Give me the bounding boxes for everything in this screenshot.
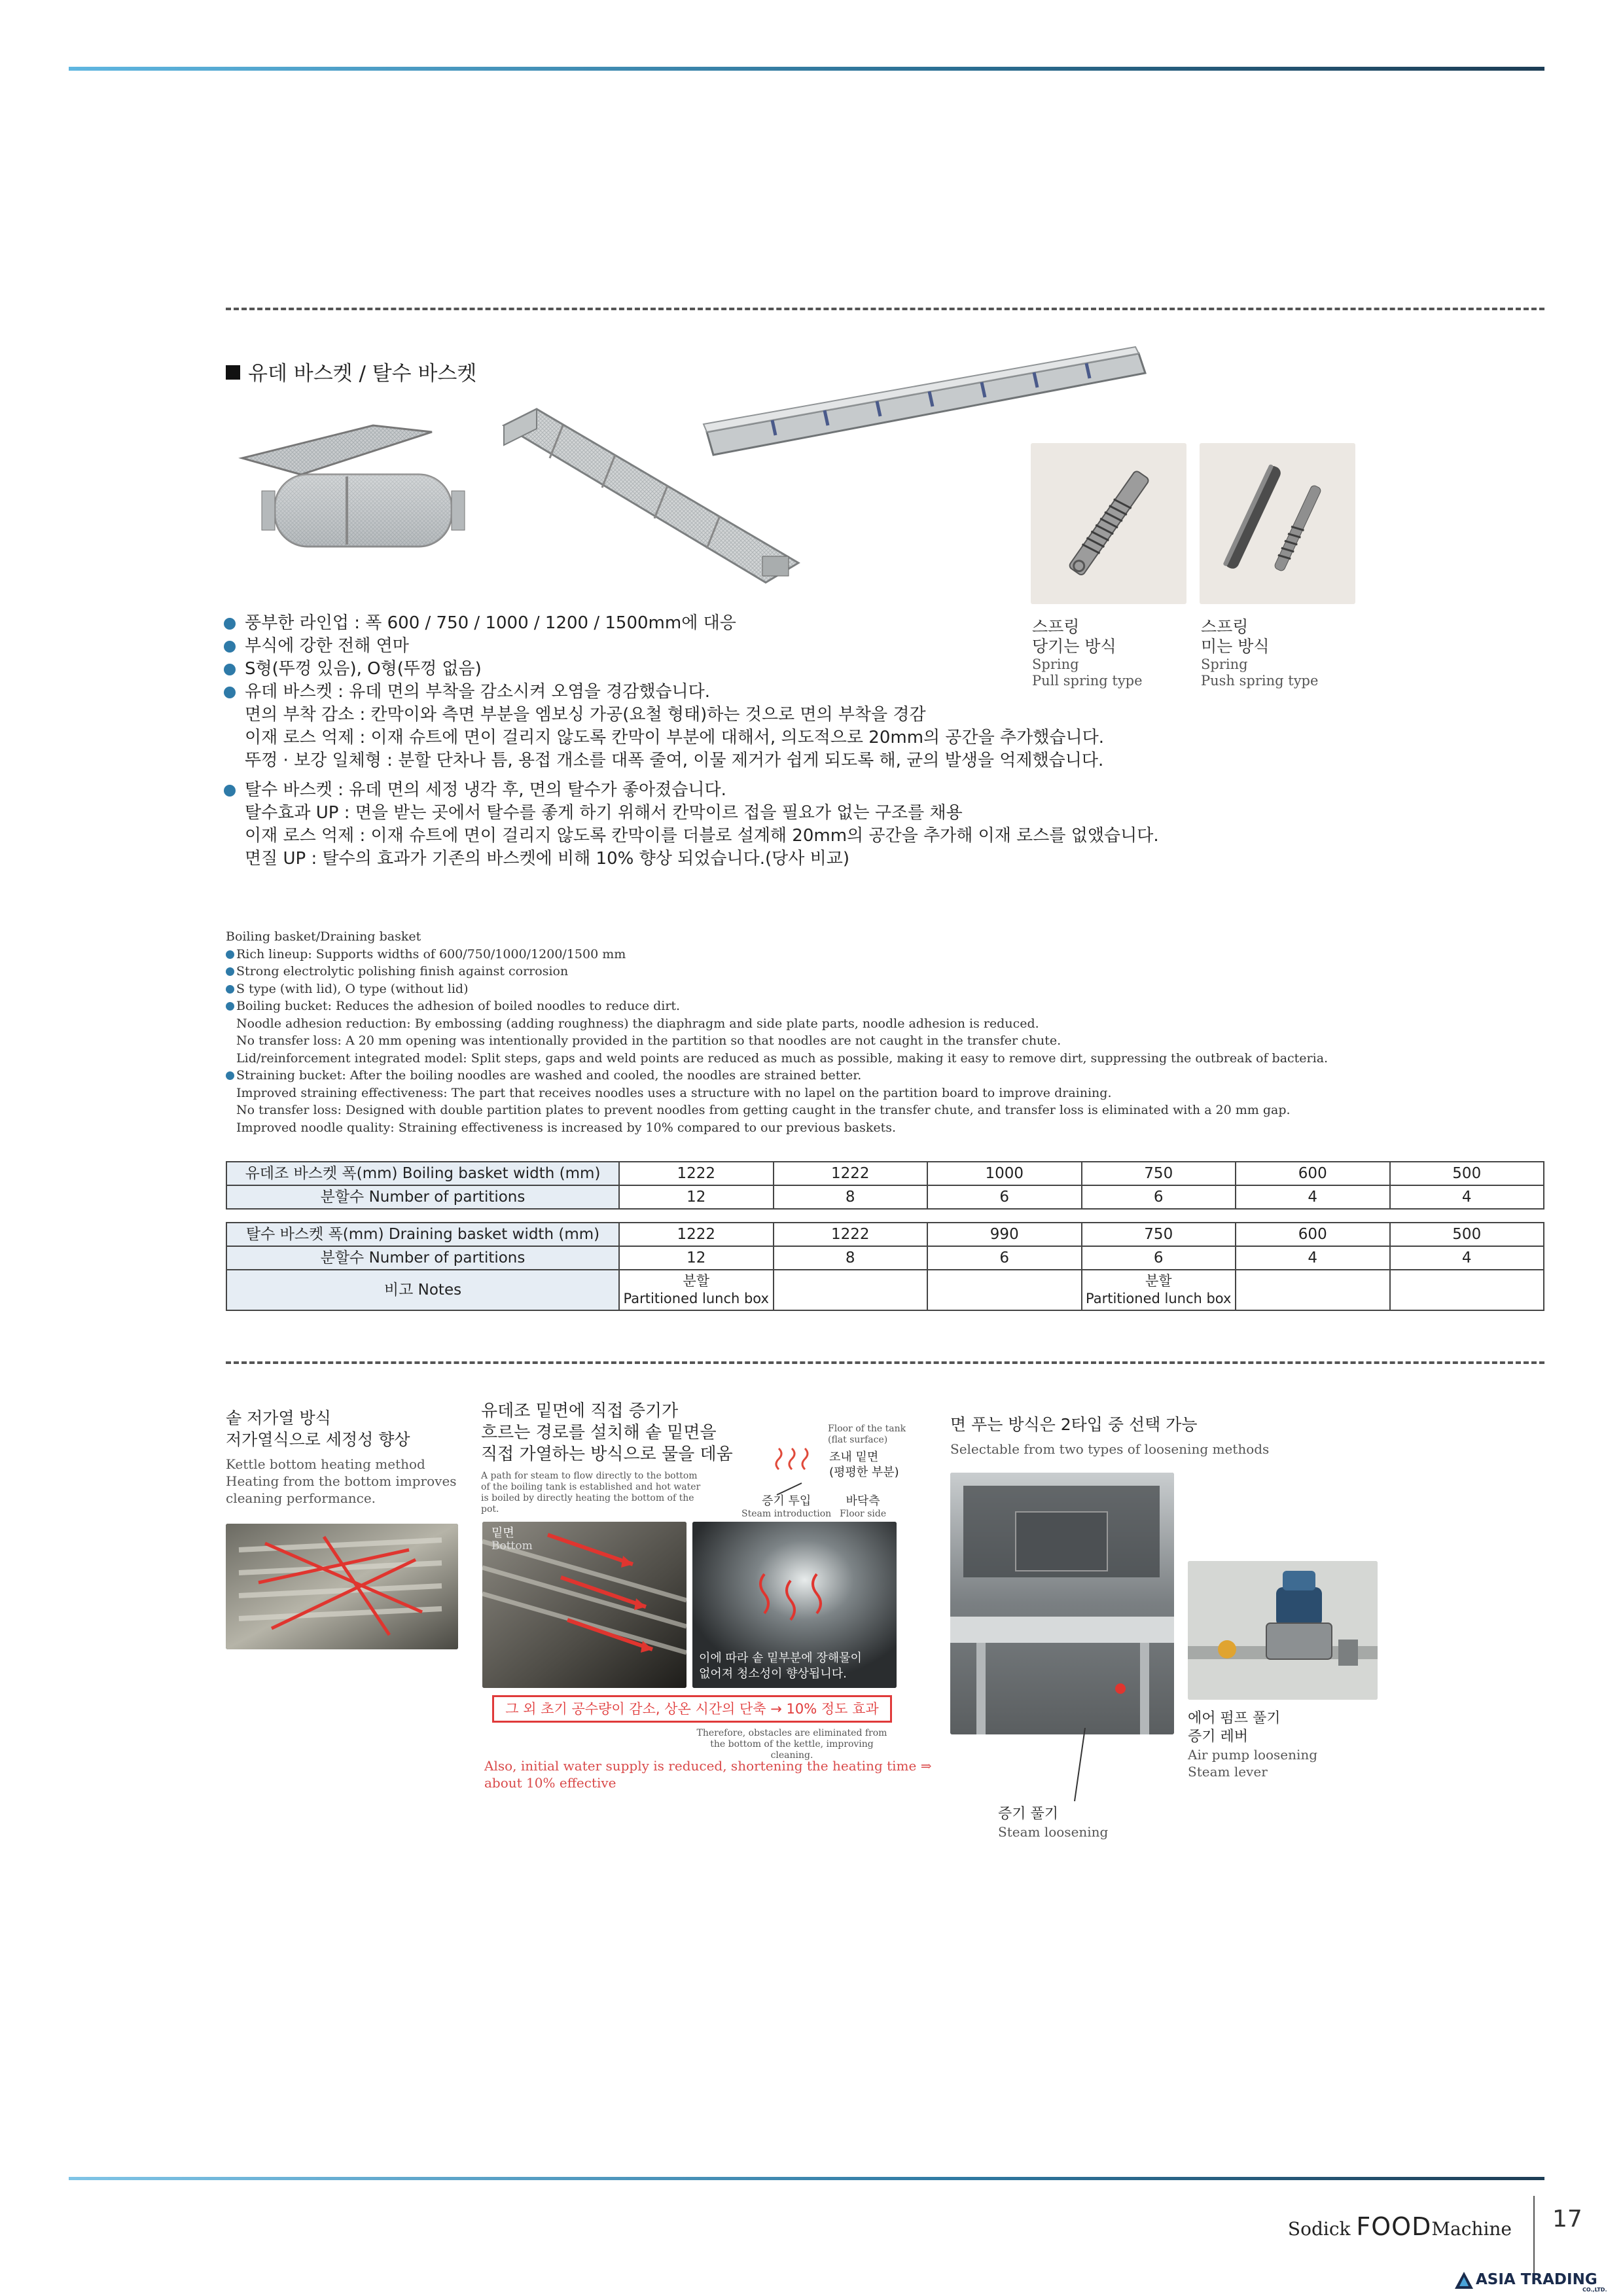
kettle-bottom-photo <box>226 1524 458 1649</box>
arrow-icon <box>776 1480 805 1497</box>
basket-photo-lid <box>694 340 1152 458</box>
steam-loosening-label: 증기 풀기 Steam loosening <box>998 1806 1109 1840</box>
english-sub: No transfer loss: Designed with double partition plates to prevent noodles from getting caught in the transfer chute, and transfer loss is eliminated with a 20 mm gap. <box>236 1103 1291 1117</box>
boiling-basket-bullet: 유데 바스켓 : 유데 면의 부착을 감소시켜 오염을 경감했습니다. <box>224 681 1271 704</box>
draining-basket-bullet: 탈수 바스켓 : 유데 면의 세정 냉각 후, 면의 탈수가 좋아졌습니다. <box>224 779 1271 802</box>
feature-sub: 면의 부착 감소 : 칸막이와 측면 부분을 엠보싱 가공(요철 형태)하는 것으로 면의 부착을 경감 <box>245 705 926 725</box>
english-bullet: Straining bucket: After the boiling noodles are washed and cooled, the noodles are strained better. <box>226 1067 1338 1085</box>
english-sub: Lid/reinforcement integrated model: Split steps, gaps and weld points are reduced as much as possible, making it easy to remove dirt, suppressing the outbreak of bacteria. <box>236 1050 1329 1066</box>
cleaning-note: 이에 따라 솥 밑부분에 장해물이 없어져 청소성이 향상됩니다. <box>699 1651 862 1681</box>
feature-bullet: S형(뚜껑 있음), O형(뚜껑 없음) <box>224 658 1271 681</box>
section-divider-middle <box>226 1361 1544 1364</box>
steam-pointer-line <box>1073 1728 1086 1803</box>
draining-basket-table <box>226 1222 1544 1311</box>
square-bullet-icon <box>226 365 240 380</box>
steam-intro-label: 증기 투입 Steam introduction <box>741 1494 832 1519</box>
also-note: Also, initial water supply is reduced, shortening the heating time ⇒ about 10% effective <box>484 1758 932 1791</box>
footer-brand: Sodick FOODMachine <box>1287 2212 1512 2241</box>
page-number: 17 <box>1552 2206 1582 2233</box>
table-row: 탈수 바스켓 폭(mm) Draining basket width (mm) 1222 1222 990 750 600 500 <box>226 1223 1544 1246</box>
english-sub: No transfer loss: A 20 mm opening was intentionally provided in the partition so that noodles are not caught in the transfer chute. <box>236 1033 1061 1048</box>
feature-sub: 이재 로스 억제 : 이재 슈트에 면이 걸리지 않도록 칸막이를 더블로 설계해 20mm의 공간을 추가해 이재 로스를 없앴습니다. <box>245 826 1159 846</box>
boiling-basket-table <box>226 1161 1544 1210</box>
english-bullet: Boiling bucket: Reduces the adhesion of boiled noodles to reduce dirt. <box>226 997 1338 1015</box>
asia-trading-logo-sub: CO.,LTD. <box>1582 2287 1607 2293</box>
english-bullet: S type (with lid), O type (without lid) <box>226 980 1338 998</box>
basket-photo-round <box>236 419 484 569</box>
feature-sub: 탈수효과 UP : 면을 받는 곳에서 탈수를 좋게 하기 위해서 칸막이르 접을 필요가 없는 구조를 채용 <box>245 803 963 823</box>
english-bullet: Rich lineup: Supports widths of 600/750/1000/1200/1500 mm <box>226 946 1338 963</box>
pull-spring-caption: 스프링 당기는 방식 Spring Pull spring type <box>1032 617 1143 689</box>
section-title: 유데 바스켓 / 탈수 바스켓 <box>226 357 476 386</box>
feature-sub: 이재 로스 억제 : 이재 슈트에 면이 걸리지 않도록 칸막이 부분에 대해서, 의도적으로 20mm의 공간을 추가했습니다. <box>245 728 1104 747</box>
feature-sub: 면질 UP : 탈수의 효과가 기존의 바스켓에 비해 10% 향상 되었습니다.(당사 비교) <box>245 849 849 869</box>
asia-trading-logo-icon <box>1454 2271 1474 2289</box>
table-row: 유데조 바스켓 폭(mm) Boiling basket width (mm) 1222 1222 1000 750 600 500 <box>226 1162 1544 1185</box>
feature-bullet: 풍부한 라인업 : 폭 600 / 750 / 1000 / 1200 / 1500mm에 대응 <box>224 612 1271 635</box>
top-rule <box>69 67 1544 71</box>
english-sub: Noodle adhesion reduction: By embossing (adding roughness) the diaphragm and side plate parts, noodle adhesion is reduced. <box>236 1016 1039 1031</box>
push-spring-caption: 스프링 미는 방식 Spring Push spring type <box>1201 617 1319 689</box>
section-divider-top <box>226 308 1544 310</box>
effect-red-box: 그 외 초기 공수량이 감소, 상온 시간의 단축 → 10% 정도 효과 <box>492 1695 892 1723</box>
heat-waves-icon <box>772 1445 818 1478</box>
english-sub: Improved straining effectiveness: The part that receives noodles uses a structure with no lapel on the partition board to improve draining. <box>236 1085 1112 1100</box>
floor-tank-label-en: Floor of the tank (flat surface) <box>828 1424 906 1445</box>
steam-loosening-photo <box>950 1473 1174 1734</box>
footer-separator <box>1533 2196 1535 2274</box>
air-pump-photo <box>1188 1561 1378 1700</box>
therefore-note: Therefore, obstacles are eliminated from the bottom of the kettle, improving cleaning. <box>696 1728 887 1761</box>
floor-side-label: 바닥측 Floor side <box>840 1494 887 1519</box>
english-bullet: Strong electrolytic polishing finish against corrosion <box>226 963 1338 980</box>
feature-sub: 뚜껑 · 보강 일체형 : 분할 단차나 틈, 용접 개소를 대폭 줄여, 이물 제거가 쉽게 되도록 해, 균의 발생을 억제했습니다. <box>245 751 1104 770</box>
steam-caption: 유데조 밑면에 직접 증기가 흐르는 경로를 설치해 솥 밑면을 직접 가열하는 방식으로 물을 데움 A path for steam to flow directly to the bottom of the boiling tank is established and hot water is boiled by directly heating the bottom of the pot. <box>481 1401 733 1515</box>
table-row-notes: 비고 Notes 분할 Partitioned lunch box 분할 Partitioned lunch box <box>226 1270 1544 1310</box>
loosening-caption: 면 푸는 방식은 2타입 중 선택 가능 Selectable from two types of loosening methods <box>950 1415 1270 1457</box>
english-feature-list <box>226 928 1338 1136</box>
bottom-label: 밑면 Bottom <box>491 1526 533 1552</box>
kettle-caption: 솥 저가열 방식 저가열식으로 세정성 향상 Kettle bottom heating method Heating from the bottom improves cleaning performance. <box>226 1408 457 1506</box>
english-title: Boiling basket/Draining basket <box>226 929 421 944</box>
table-row: 분할수 Number of partitions 12 8 6 6 4 4 <box>226 1246 1544 1270</box>
english-sub: Improved noodle quality: Straining effectiveness is increased by 10% compared to our previous baskets. <box>236 1120 897 1135</box>
pull-spring-photo <box>1031 443 1186 604</box>
asia-trading-logo: ASIA TRADING <box>1476 2271 1597 2288</box>
korean-feature-list <box>224 612 1271 870</box>
table-row: 분할수 Number of partitions 12 8 6 6 4 4 <box>226 1185 1544 1209</box>
feature-bullet: 부식에 강한 전해 연마 <box>224 635 1271 658</box>
push-spring-photo <box>1200 443 1355 604</box>
air-pump-label: 에어 펌프 풀기 증기 레버 Air pump loosening Steam lever <box>1188 1710 1318 1780</box>
floor-tank-label-ko: 조내 밑면 (평평한 부분) <box>829 1450 899 1479</box>
bottom-rule <box>69 2177 1544 2180</box>
